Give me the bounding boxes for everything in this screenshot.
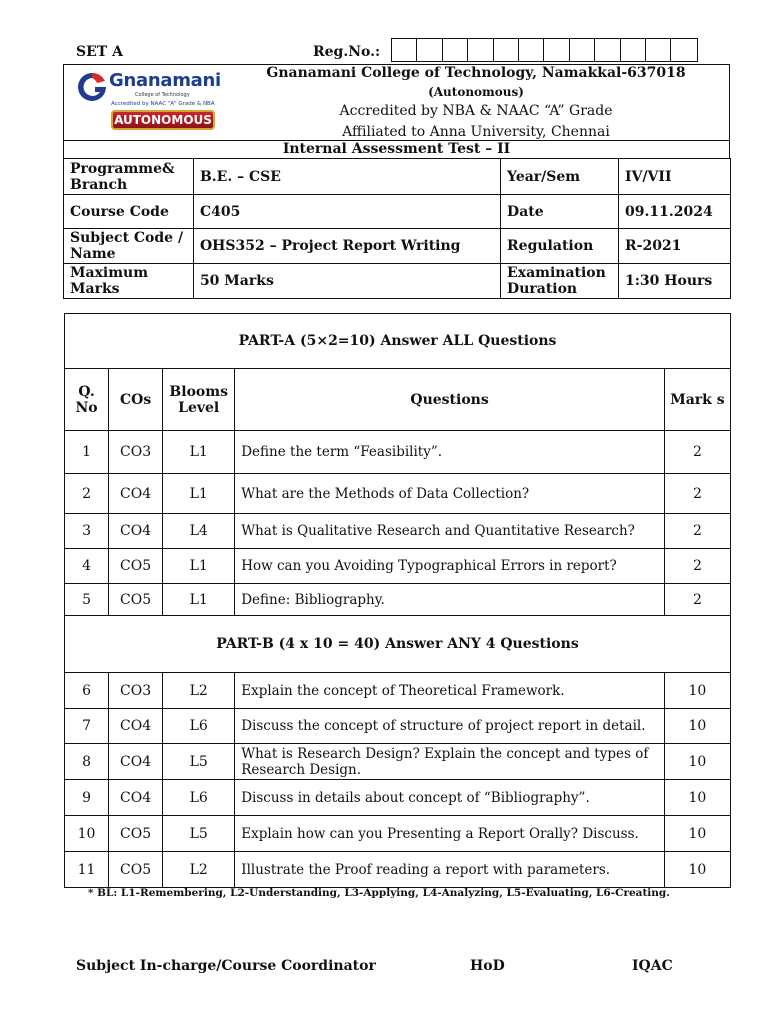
date-value: 09.11.2024 (619, 195, 731, 229)
col-qno: Q. No (65, 369, 109, 431)
date-label: Date (501, 195, 619, 229)
logo-subtitle: College of Technology (135, 92, 190, 98)
q-marks: 10 (664, 709, 730, 744)
accreditation-line: Accredited by NBA & NAAC “A” Grade (339, 103, 613, 119)
col-cos: COs (109, 369, 163, 431)
g-logo-icon (75, 70, 109, 104)
reg-no-digit-box[interactable] (671, 39, 696, 61)
q-number: 5 (65, 584, 109, 616)
programme-value: B.E. – CSE (193, 159, 500, 195)
table-row (65, 709, 731, 744)
q-marks: 10 (664, 744, 730, 780)
autonomous-status: (Autonomous) (428, 85, 524, 99)
q-co: CO4 (109, 474, 163, 514)
reg-no-digit-box[interactable] (570, 39, 595, 61)
q-number: 1 (65, 431, 109, 474)
table-row (65, 780, 731, 816)
test-title: Internal Assessment Test – II (63, 141, 730, 159)
q-co: CO4 (109, 514, 163, 549)
signature-hod: HoD (470, 958, 505, 974)
q-co: CO5 (109, 549, 163, 584)
max-marks-label: Maximum Marks (64, 264, 194, 299)
q-co: CO5 (109, 816, 163, 852)
reg-no-digit-box[interactable] (468, 39, 493, 61)
q-bloom: L1 (163, 431, 235, 474)
course-code-label: Course Code (64, 195, 194, 229)
q-number: 2 (65, 474, 109, 514)
subject-value: OHS352 – Project Report Writing (193, 229, 500, 264)
q-marks: 2 (664, 514, 730, 549)
affiliation-line: Affiliated to Anna University, Chennai (342, 124, 610, 140)
q-marks: 2 (664, 431, 730, 474)
q-bloom: L6 (163, 709, 235, 744)
reg-no-digit-box[interactable] (544, 39, 569, 61)
table-row (65, 816, 731, 852)
table-row (65, 514, 731, 549)
autonomous-badge: AUTONOMOUS (111, 110, 215, 130)
q-text: What is Qualitative Research and Quantitative Research? (235, 514, 665, 549)
reg-no-digit-box[interactable] (621, 39, 646, 61)
regulation-label: Regulation (501, 229, 619, 264)
yearsem-value: IV/VII (619, 159, 731, 195)
college-name: Gnanamani College of Technology, Namakkal-637018 (266, 65, 686, 81)
reg-no-label: Reg.No.: (313, 44, 381, 60)
table-row (65, 549, 731, 584)
q-text: Explain how can you Presenting a Report Orally? Discuss. (235, 816, 665, 852)
q-co: CO5 (109, 852, 163, 888)
q-text: Illustrate the Proof reading a report with parameters. (235, 852, 665, 888)
q-bloom: L4 (163, 514, 235, 549)
q-bloom: L1 (163, 549, 235, 584)
reg-no-boxes[interactable] (391, 38, 698, 62)
table-row (65, 431, 731, 474)
regulation-value: R-2021 (619, 229, 731, 264)
reg-no-digit-box[interactable] (519, 39, 544, 61)
q-number: 7 (65, 709, 109, 744)
q-bloom: L5 (163, 816, 235, 852)
signature-iqac: IQAC (632, 958, 673, 974)
college-logo (73, 68, 223, 138)
q-text: What are the Methods of Data Collection? (235, 474, 665, 514)
q-bloom: L1 (163, 474, 235, 514)
reg-no-digit-box[interactable] (417, 39, 442, 61)
q-text: Define: Bibliography. (235, 584, 665, 616)
duration-value: 1:30 Hours (619, 264, 731, 299)
q-marks: 10 (664, 673, 730, 709)
q-number: 9 (65, 780, 109, 816)
q-bloom: L2 (163, 852, 235, 888)
col-questions: Questions (235, 369, 665, 431)
q-co: CO4 (109, 709, 163, 744)
reg-no-digit-box[interactable] (595, 39, 620, 61)
q-bloom: L6 (163, 780, 235, 816)
q-bloom: L1 (163, 584, 235, 616)
table-row (65, 584, 731, 616)
logo-accreditation: Accredited by NAAC "A" Grade & NBA (111, 101, 215, 107)
course-code-value: C405 (193, 195, 500, 229)
q-number: 4 (65, 549, 109, 584)
q-text: Discuss the concept of structure of project report in detail. (235, 709, 665, 744)
table-row (65, 744, 731, 780)
question-table (64, 313, 731, 888)
part-a-title: PART-A (5×2=10) Answer ALL Questions (65, 314, 731, 369)
logo-wordmark: Gnanamani (109, 70, 221, 91)
subject-label: Subject Code / Name (64, 229, 194, 264)
q-text: How can you Avoiding Typographical Errors in report? (235, 549, 665, 584)
duration-label: Examination Duration (501, 264, 619, 299)
q-marks: 10 (664, 780, 730, 816)
programme-label: Programme& Branch (64, 159, 194, 195)
q-co: CO3 (109, 673, 163, 709)
yearsem-label: Year/Sem (501, 159, 619, 195)
set-label: SET A (76, 44, 123, 60)
q-text: Discuss in details about concept of “Bibliography”. (235, 780, 665, 816)
q-marks: 10 (664, 852, 730, 888)
blooms-footnote: * BL: L1-Remembering, L2-Understanding, L3-Applying, L4-Analyzing, L5-Evaluating, L6-Creating. (88, 887, 670, 899)
q-bloom: L2 (163, 673, 235, 709)
q-text: What is Research Design? Explain the concept and types of Research Design. (235, 744, 665, 780)
reg-no-digit-box[interactable] (494, 39, 519, 61)
max-marks-value: 50 Marks (193, 264, 500, 299)
q-co: CO4 (109, 780, 163, 816)
q-co: CO3 (109, 431, 163, 474)
q-marks: 10 (664, 816, 730, 852)
exam-info-table (63, 158, 731, 299)
table-row (65, 673, 731, 709)
q-marks: 2 (664, 474, 730, 514)
q-text: Define the term “Feasibility”. (235, 431, 665, 474)
q-number: 3 (65, 514, 109, 549)
col-blooms: Blooms Level (163, 369, 235, 431)
q-number: 6 (65, 673, 109, 709)
q-co: CO5 (109, 584, 163, 616)
q-text: Explain the concept of Theoretical Framework. (235, 673, 665, 709)
table-row (65, 852, 731, 888)
reg-no-digit-box[interactable] (392, 39, 417, 61)
q-number: 10 (65, 816, 109, 852)
q-marks: 2 (664, 584, 730, 616)
col-marks: Mark s (664, 369, 730, 431)
q-co: CO4 (109, 744, 163, 780)
reg-no-digit-box[interactable] (443, 39, 468, 61)
q-marks: 2 (664, 549, 730, 584)
q-number: 11 (65, 852, 109, 888)
q-number: 8 (65, 744, 109, 780)
table-row (65, 474, 731, 514)
part-b-title: PART-B (4 x 10 = 40) Answer ANY 4 Questions (65, 616, 731, 673)
reg-no-digit-box[interactable] (646, 39, 671, 61)
signature-incharge: Subject In-charge/Course Coordinator (76, 958, 376, 974)
q-bloom: L5 (163, 744, 235, 780)
